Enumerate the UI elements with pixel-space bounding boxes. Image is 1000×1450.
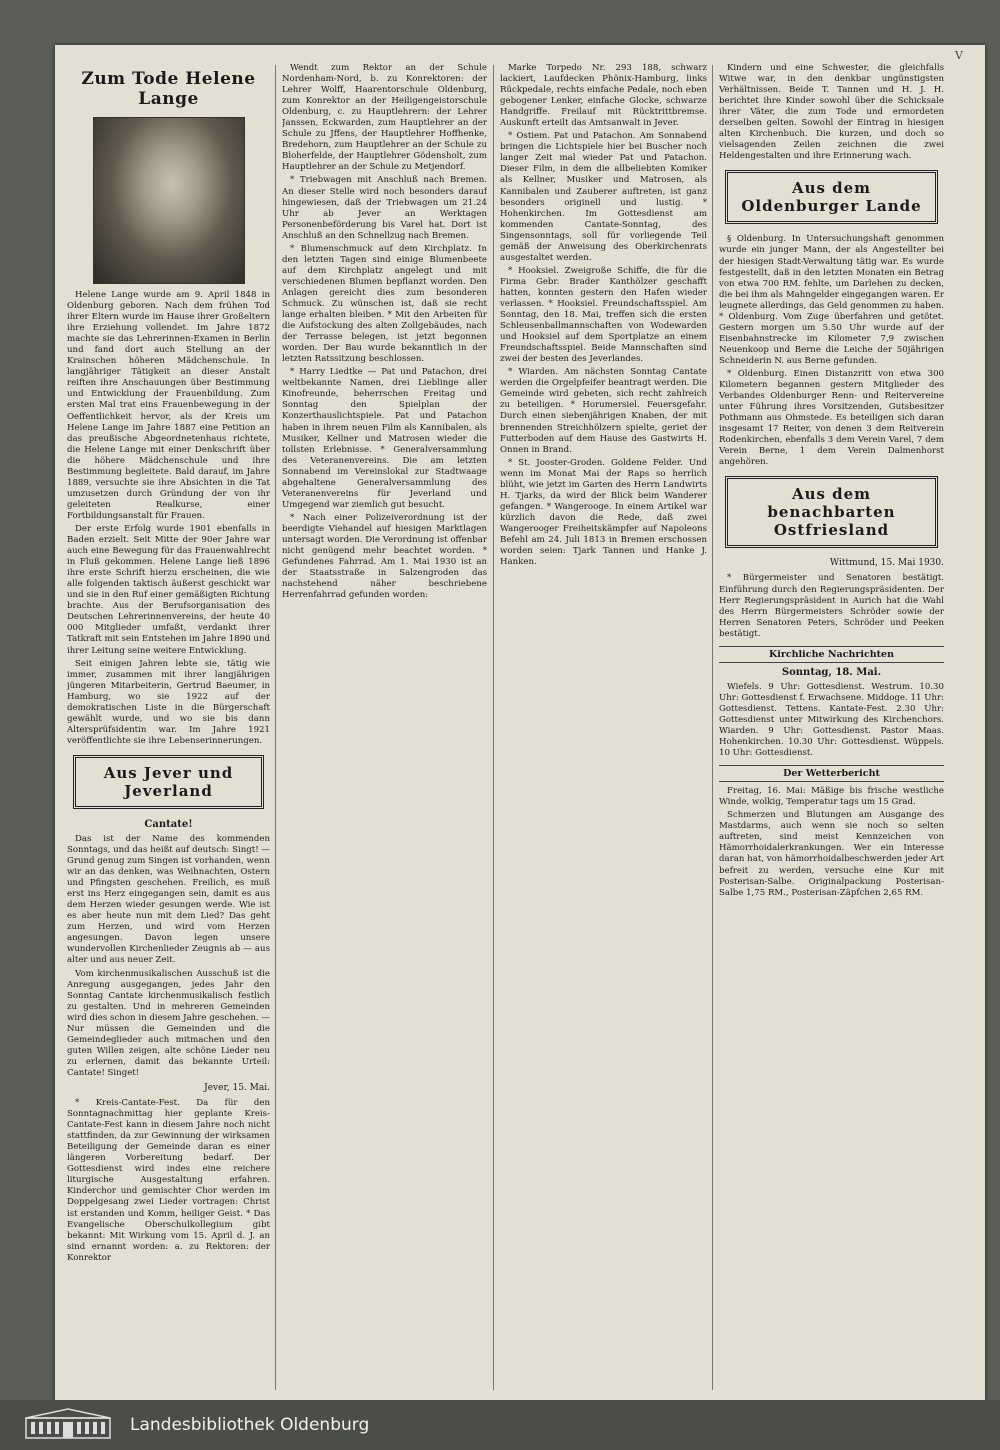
section-box-oldenburg: Aus dem Oldenburger Lande <box>725 170 938 224</box>
column-3 <box>500 63 707 1400</box>
article-paragraph: * Kreis-Cantate-Fest. Da für den Sonntagnachmittag hier geplante Kreis-Cantate-Fest kann in diesem Jahre noch nicht stattfinden, da zur Gewinnung der wirksamen Beteiligung der Gemeinde daran es einer längeren Vorbereitung bedarf. Der Gottesdienst wird indes eine reichere liturgische Ausgestaltung erfahren. Kinderchor und gemischter Chor werden im Doppelgesang zwei Lieder vortragen: Christ ist erstanden und Komm, heiliger Geist. * Das Evangelische Oberschulkollegium gibt bekannt: Mit Wirkung vom 15. April d. J. an sind ernannt worden: a. zu Rektoren: der Konrektor <box>67 1098 270 1263</box>
article-paragraph: § Oldenburg. In Untersuchungshaft genommen wurde ein junger Mann, der als Angestellter bei der hiesigen Stadt-Verwaltung tätig war. Es wurde festgestellt, daß in den letzten Monaten ein Betrag von etwa 700 RM. fehlte, um Darlehen zu decken, die bei ihm als Mahngelder eingegangen waren. Er leugnete allerdings, das Geld genommen zu haben. * Oldenburg. Vom Zuge überfahren und getötet. Gestern morgen um 5.50 Uhr wurde auf der Eisenbahnstrecke im Kilometer 7,9 zwischen Neuenkoop und Berne die Leiche der 50jährigen Schneiderin N. aus Berne gefunden. <box>719 234 944 366</box>
article-paragraph: * Bürgermeister und Senatoren bestätigt. Einführung durch den Regierungspräsidenten. Der Herr Regierungspräsident in Aurich hat die Wahl des Herrn Bürgermeisters Schröder sowie der Herren Senatoren Peters, Schröder und Peeken bestätigt. <box>719 573 944 639</box>
article-paragraph: Seit einigen Jahren lebte sie, tätig wie immer, zusammen mit ihrer langjährigen jüngeren Mitarbeiterin, Gertrud Baeumer, in Hamburg, wo sie 1922 auf der demokratischen Liste in die Bürgerschaft gewählt wurde, und wo sie bis dann Altersprüfsidentin war. Im Jahre 1921 veröffentlichte sie ihre Lebenserinnerungen. <box>67 658 270 746</box>
column-1 <box>67 63 270 1400</box>
portrait-photo <box>93 117 245 284</box>
library-footer <box>0 1400 1000 1450</box>
column-divider <box>712 65 713 1390</box>
subheading-cantate: Cantate! <box>144 818 193 830</box>
article-paragraph: Kindern und eine Schwester, die gleichfalls Witwe war, in den denkbar ungünstigsten Verhältnissen. Beide T. Tannen und H. J. H. berichtet ihre Kinder sowohl über die Schicksale ihrer Väter, die zum Tode und ermordeten derselben gelten. Sowohl der Eintrag in hiesigen alten Kirchenbuch. Die kurzen, und doch so vielsagenden Zeilen zeichnen die zwei Heldengestalten und ihre Erinnerung wach. <box>719 63 944 162</box>
article-paragraph: * Hooksiel. Zweigroße Schiffe, die für die Firma Gebr. Brader Kanthölzer geschafft hatten, konnten gestern den Hafen wieder verlassen. * Hooksiel. Freundschaftsspiel. Am Sonntag, den 18. Mai, treffen sich die ersten Schleusenballmannschaften von Wodewarden und Hooksiel auf dem Sportplatze an einem Freundschaftsspiel. Beide Mannschaften sind zwei der besten des Jeverlandes. <box>500 265 707 365</box>
dateline: Jever, 15. Mai. <box>204 1083 270 1093</box>
article-paragraph: Wendt zum Rektor an der Schule Nordenham-Nord, b. zu Konrektoren: der Lehrer Wolff, Haarentorschule Oldenburg, zum Konrektor an der Heiligengeistorschule Oldenburg, c. zu Hauptlehrern: der Lehrer Janssen, Eckwarden, zum Hauptlehrer an der Schule zu Jffens, der Hauptlehrer Hoffhenke, Bredehorn, zum Hauptlehrer an der Schule zu Bloherfelde, der Hauptlehrer Gödensholt, zum Hauptlehrer an der Schule zu Metjendorf. <box>282 63 487 173</box>
headline-helene-lange: Zum Tode Helene Lange <box>81 69 256 109</box>
article-paragraph: * Harry Liedtke — Pat und Patachon, drei weltbekannte Namen, drei Lieblinge aller Kinofreunde, beherrschen Freitag und Sonntag den Spielplan der Konzerthauslichtspiele. Pat und Patachon haben in ihrem neuen Film als Kannibalen, als Musiker, Kellner und Matrosen wieder die tollsten Erlebnisse. * Generalversammlung des Veteranenvereins. Die am letzten Sonnabend im Vereinslokal zur Stadtwaage abgehaltene Generalversammlung des Veteranenvereins für Jeverland und Umgegend war ziemlich gut besucht. <box>282 367 487 510</box>
page-number: V <box>955 49 963 62</box>
article-paragraph: Marke Torpedo Nr. 293 188, schwarz lackiert, Laufdecken Phönix-Hamburg, links Rückpedale, rechts einfache Pedale, noch eben gebogener Lenker, einfache Glocke, schwarze Handgriffe. Freilauf mit Rücktrittbremse. Auskunft erteilt das Amtsanwalt in Jever. <box>500 63 707 129</box>
article-paragraph: Der erste Erfolg wurde 1901 ebenfalls in Baden erzielt. Seit Mitte der 90er Jahre war auch eine Bewegung für das Frauenwahlrecht in Fluß gekommen. Helene Lange ließ 1896 ihre erste Schrift hierzu erscheinen, die wie alle folgenden taktisch äußerst geschickt war und sie in den Ruf einer gemäßigten Richtung brachte. Aus der Berufsorganisation des Deutschen Lehrerinnenvereins, der heute 40 000 Mitglieder umfaßt, verdankt ihrer Tatkraft mit sein Entstehen im Jahre 1890 und ihrer Leitung seine weitere Entwicklung. <box>67 523 270 656</box>
section-box-ostfriesland: Aus dem benachbarten Ostfriesland <box>725 476 938 548</box>
column-divider <box>493 65 494 1390</box>
church-news-heading: Kirchliche Nachrichten <box>719 646 944 663</box>
article-paragraph: * Nach einer Polizeiverordnung ist der beerdigte Viehandel auf hiesigen Marktlagen untersagt worden. Die Verordnung ist offenbar nicht genügend mehr beachtet worden. * Gefundenes Fahrrad. Am 1. Mai 1930 ist an der Staatsstraße in Salzengroden das nachstehend näher beschriebene Herrenfahrrad gefunden worden: <box>282 512 487 601</box>
article-paragraph: Das ist der Name des kommenden Sonntags, und das heißt auf deutsch: Singt! — Grund genug zum Singen ist vorhanden, wenn wir an das denken, was Weihnachten, Ostern und Pfingsten geschehen. Freilich, es muß erst ins Herz eingegangen sein, damit es aus dem Herzen wieder gesungen werde. Wie ist es aber heute nun mit dem Lied? Das geht zum Herzen, und wird vom Herzen angesungen. Davon legen unsere wundervollen Kirchenlieder Zeugnis ab — aus alter und aus neuer Zeit. <box>67 833 270 966</box>
article-paragraph: * Blumenschmuck auf dem Kirchplatz. In den letzten Tagen sind einige Blumenbeete auf dem Kirchplatz angelegt und mit verschiedenen Blumen bepflanzt worden. Den Anlagen gereicht dies zum besonderen Schmuck. Zu wünschen ist, daß sie recht lange erhalten bleiben. * Mit den Arbeiten für die Aufstockung des alten Zollgebäudes, nach der Terrasse belegen, ist jetzt begonnen worden. Der Bau wurde bekanntlich in der letzten Ratssitzung beschlossen. <box>282 243 487 365</box>
weather-heading: Der Wetterbericht <box>719 765 944 782</box>
advertisement-text: Schmerzen und Blutungen am Ausgange des Mastdarms, auch wenn sie noch so selten auftreten, sind meist Kennzeichen von Hämorrhoidalerkrankungen. Wer ein Interesse daran hat, von hämorrhoidalbeschwerden jeder Art befreit zu werden, versuche eine Kur mit Posterisan-Salbe. Originalpackung Posterisan-Salbe 1,75 RM., Posterisan-Zäpfchen 2,65 RM. <box>719 810 944 898</box>
article-paragraph: Helene Lange wurde am 9. April 1848 in Oldenburg geboren. Nach dem frühen Tod ihrer Eltern wurde im Hause ihrer Großeltern ihre Erziehung vollendet. Im Jahre 1872 machte sie das Lehrerinnen-Examen in Berlin und fand dort auch Stellung an der Krainschen höheren Mädchenschule. In langjähriger Tätigkeit an dieser Anstalt reiften ihre Anschauungen über Bestimmung und Entwicklung der Frauenbildung. Zum ersten Mal trat eins Frauenbewegung in der Oeffentlichkeit hervor, als der Kreis um Helene Lange im Jahre 1887 eine Petition an das preußische Abgeordnetenhaus richtete, die Helene Lange mit einer Denkschrift über die höhere Mädchenschule und ihre Bestimmung begleitete. Bald darauf, im Jahre 1889, versuchte sie ihre Absichten in die Tat umzusetzen durch Gründung der von ihr geleiteten Realkurse, einer Fortbildungsanstalt für Frauen. <box>67 290 270 521</box>
article-paragraph: * Ostiem. Pat und Patachon. Am Sonnabend bringen die Lichtspiele hier bei Buscher noch langer Zeit mal wieder Pat und Patachon. Dieser Film, in dem die allbeliebten Komiker als Kellner, Musiker und Matrosen, als Kannibalen und Zauberer auftreten, ist ganz besonders originell und lustig. * Hohenkirchen. Im Gottesdienst am kommenden Cantate-Sonntag, des Singensonntags, soll für vorliegende Teil gemäß der Anweisung des Oberkirchenrats ausgestaltet werden. <box>500 131 707 263</box>
article-paragraph: Freitag, 16. Mai: Mäßige bis frische westliche Winde, wolkig, Temperatur tags um 15 Grad. <box>719 786 944 808</box>
column-4 <box>719 63 944 1400</box>
church-news-date: Sonntag, 18. Mai. <box>781 666 882 678</box>
article-paragraph: Vom kirchenmusikalischen Ausschuß ist die Anregung ausgegangen, jedes Jahr den Sonntag Cantate kirchenmusikalisch festlich zu gestalten. Und in mehreren Gemeinden wird dies schon in diesem Jahre geschehen. — Nur müssen die Gemeinden und die Gemeindeglieder auch mitmachen und den guten Willen zeigen, alte schöne Lieder neu zu erlernen, damit das bekannte Urteil: Cantate! Singet! <box>67 968 270 1078</box>
section-box-jever: Aus Jever und Jeverland <box>73 755 264 809</box>
article-paragraph: * Wiarden. Am nächsten Sonntag Cantate werden die Orgelpfeifer beantragt werden. Die Gemeinde wird gebeten, sich recht zahlreich zu beteiligen. * Horumersiel. Feuersgefahr. Durch einen siebenjährigen Knaben, der mit brennenden Streichhölzern spielte, geriet der Futterboden auf dem Hause des Gastwirts H. Onnen in Brand. <box>500 367 707 455</box>
library-building-icon <box>24 1408 112 1440</box>
column-2 <box>282 63 487 1400</box>
article-paragraph: Wiefels. 9 Uhr: Gottesdienst. Westrum. 10.30 Uhr: Gottesdienst f. Erwachsene. Middoge. 11 Uhr: Gottesdienst. Tettens. Kantate-Fest. 2.30 Uhr: Gottesdienst unter Mitwirkung des Kirchenchors. Wiarden. 9 Uhr: Gottesdienst. Pastor Maas. Hohenkirchen. 10.30 Uhr: Gottesdienst. Wüppels. 10 Uhr: Gottesdienst. <box>719 681 944 759</box>
article-paragraph: * Triebwagen mit Anschluß nach Bremen. An dieser Stelle wird noch besonders darauf hingewiesen, daß der Triebwagen um 21.24 Uhr ab Jever an Werktagen Personenbeförderung bis Varel hat. Dort ist Anschluß an den Schnellzug nach Bremen. <box>282 175 487 241</box>
article-paragraph: * Oldenburg. Einen Distanzritt von etwa 300 Kilometern begannen gestern Mitglieder des Verbandes Oldenburger Renn- und Reitervereine unter Führung ihres Vorsitzenden, Gutsbesitzer Pothmann aus Ohmstede. Es beteiligen sich daran insgesamt 17 Reiter, von denen 3 dem Reitverein Rodenkirchen, ebenfalls 3 dem Verein Varel, 7 dem Verein Berne, 1 dem Verein Dalmenhorst angehören. <box>719 368 944 468</box>
newspaper-page <box>55 45 985 1400</box>
column-divider <box>275 65 276 1390</box>
article-paragraph: * St. Jooster-Groden. Goldene Felder. Und wenn im Monat Mai der Raps so herrlich blüht, wie jetzt im Garten des Herrn Landwirts H. Tjarks, da wird der Blick beim Wanderer gefangen. * Wangerooge. In einem Artikel war kürzlich davon die Rede, daß zwei Wangerooger Freiheitskämpfer auf Napoleons Befehl am 24. Juli 1813 in Bremen erschossen worden seien: Tjark Tannen und Hanke J. Hanken. <box>500 457 707 568</box>
dateline: Wittmund, 15. Mai 1930. <box>829 558 944 569</box>
library-name: Landesbibliothek Oldenburg <box>130 1415 370 1435</box>
